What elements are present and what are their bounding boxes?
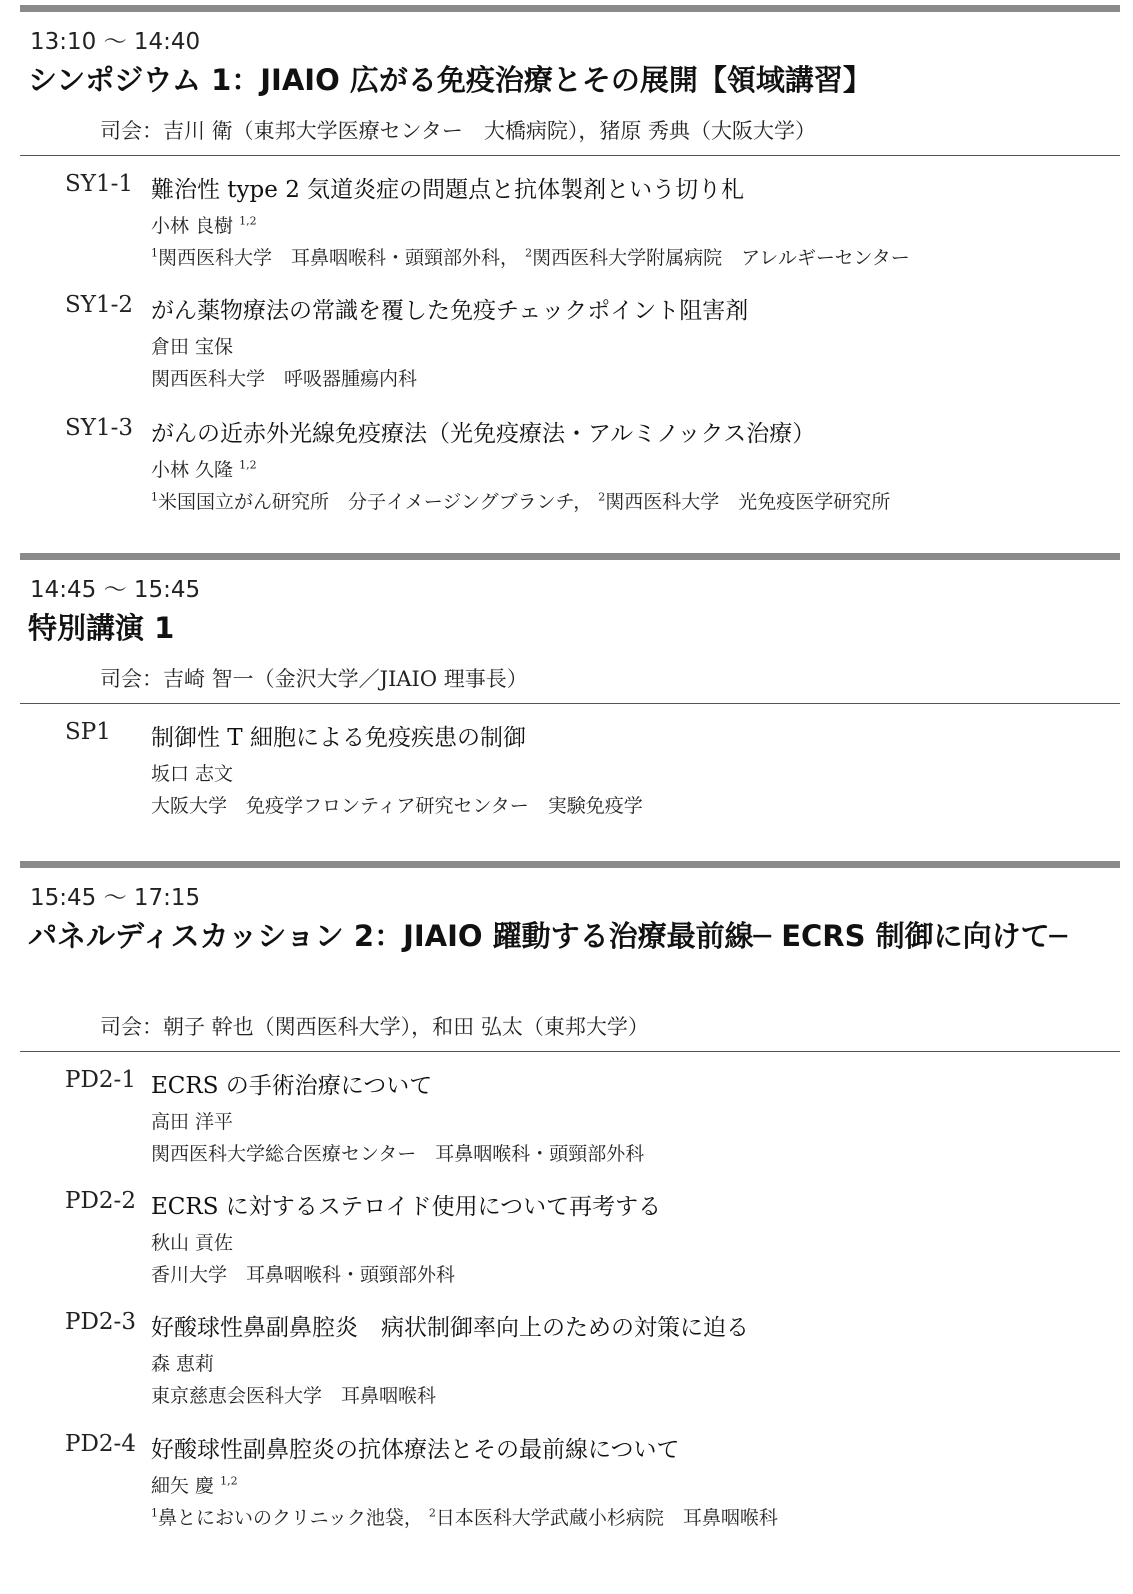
- affiliation-marker: 1: [151, 246, 158, 260]
- chair-divider: [20, 1051, 1120, 1052]
- talk-title: 制御性 T 細胞による免疫疾患の制御: [151, 725, 526, 751]
- author-name: 高田 洋平: [151, 1111, 234, 1133]
- talk-affiliation: [151, 1260, 455, 1287]
- talk-author: [151, 332, 233, 359]
- affiliation-text: 香川大学 耳鼻咽喉科・頭頸部外科: [151, 1264, 456, 1286]
- talk-affiliation: [151, 791, 643, 818]
- chair-divider: [20, 703, 1120, 704]
- talk-title: 好酸球性副鼻腔炎の抗体療法とその最前線について: [151, 1437, 680, 1463]
- affiliation-marker: 2: [525, 246, 533, 260]
- author-name: 小林 良樹: [151, 215, 234, 237]
- talk-title: ECRS に対するステロイド使用について再考する: [151, 1194, 662, 1220]
- talk-author: [151, 1228, 233, 1255]
- affiliation-text: 関西医科大学 耳鼻咽喉科・頭頸部外科，: [158, 247, 520, 269]
- affiliation-text: 米国国立がん研究所 分子イメージングブランチ，: [158, 491, 593, 513]
- affiliation-marker: 1: [151, 490, 158, 504]
- author-name: 秋山 貢佐: [151, 1232, 234, 1254]
- affiliation-text: 大阪大学 免疫学フロンティア研究センター 実験免疫学: [151, 795, 643, 817]
- section-divider: [20, 553, 1120, 560]
- talk-title: がん薬物療法の常識を覆した免疫チェックポイント阻害剤: [151, 298, 749, 324]
- talk-author: [151, 211, 257, 238]
- session-chair: 司会：吉崎 智一（金沢大学／JIAIO 理事長）: [100, 667, 528, 691]
- talk-id: SY1-3: [65, 415, 133, 441]
- talk-affiliation: [151, 487, 890, 514]
- talk-id: PD2-3: [65, 1309, 136, 1335]
- talk-title: 好酸球性鼻副鼻腔炎 病状制御率向上のための対策に迫る: [151, 1315, 749, 1341]
- talk-id: PD2-4: [65, 1431, 136, 1457]
- talk-title: ECRS の手術治療について: [151, 1073, 433, 1099]
- talk-id: PD2-1: [65, 1067, 136, 1093]
- talk-affiliation: [151, 1503, 778, 1530]
- talk-author: [151, 1471, 238, 1498]
- affiliation-text: 関西医科大学 呼吸器腫瘍内科: [151, 368, 418, 390]
- author-affiliation-marker: 1,2: [239, 458, 257, 472]
- talk-title: がんの近赤外光線免疫療法（光免疫療法・アルミノックス治療）: [151, 421, 816, 447]
- talk-id: SP1: [65, 719, 111, 745]
- talk-id: SY1-2: [65, 292, 133, 318]
- affiliation-text: 関西医科大学 光免疫医学研究所: [605, 491, 891, 513]
- session-title: シンポジウム 1：JIAIO 広がる免疫治療とその展開【領域講習】: [28, 63, 872, 97]
- author-name: 倉田 宝保: [151, 336, 234, 358]
- affiliation-marker: 1: [151, 1506, 158, 1520]
- author-name: 細矢 慶: [151, 1475, 215, 1497]
- section-divider: [20, 861, 1120, 868]
- talk-affiliation: [151, 1139, 644, 1166]
- session-title: 特別講演 1: [28, 611, 175, 645]
- affiliation-text: 関西医科大学総合医療センター 耳鼻咽喉科・頭頸部外科: [151, 1143, 645, 1165]
- session-chair: 司会：朝子 幹也（関西医科大学），和田 弘太（東邦大学）: [100, 1015, 649, 1039]
- author-name: 小林 久隆: [151, 459, 234, 481]
- author-name: 坂口 志文: [151, 763, 234, 785]
- session-time: 13:10 〜 14:40: [30, 29, 201, 55]
- affiliation-text: 鼻とにおいのクリニック池袋，: [158, 1507, 423, 1529]
- talk-author: [151, 759, 233, 786]
- talk-affiliation: [151, 1381, 436, 1408]
- talk-author: [151, 455, 257, 482]
- affiliation-text: 日本医科大学武蔵小杉病院 耳鼻咽喉科: [435, 1507, 778, 1529]
- author-name: 森 恵莉: [151, 1353, 215, 1375]
- talk-title: 難治性 type 2 気道炎症の問題点と抗体製剤という切り札: [151, 177, 745, 203]
- talk-affiliation: [151, 364, 417, 391]
- talk-author: [151, 1349, 214, 1376]
- session-title: パネルディスカッション 2：JIAIO 躍動する治療最前線─ ECRS 制御に向けて─: [28, 919, 1068, 953]
- talk-id: PD2-2: [65, 1188, 136, 1214]
- author-affiliation-marker: 1,2: [239, 214, 257, 228]
- talk-affiliation: [151, 243, 910, 270]
- session-time: 15:45 〜 17:15: [30, 885, 201, 911]
- session-time: 14:45 〜 15:45: [30, 577, 201, 603]
- affiliation-marker: 2: [598, 490, 606, 504]
- author-affiliation-marker: 1,2: [220, 1474, 238, 1488]
- chair-divider: [20, 155, 1120, 156]
- affiliation-text: 東京慈恵会医科大学 耳鼻咽喉科: [151, 1385, 437, 1407]
- affiliation-marker: 2: [428, 1506, 436, 1520]
- affiliation-text: 関西医科大学附属病院 アレルギーセンター: [532, 247, 910, 269]
- talk-author: [151, 1107, 233, 1134]
- session-chair: 司会：吉川 衛（東邦大学医療センター 大橋病院），猪原 秀典（大阪大学）: [100, 119, 817, 143]
- talk-id: SY1-1: [65, 171, 133, 197]
- section-divider: [20, 5, 1120, 12]
